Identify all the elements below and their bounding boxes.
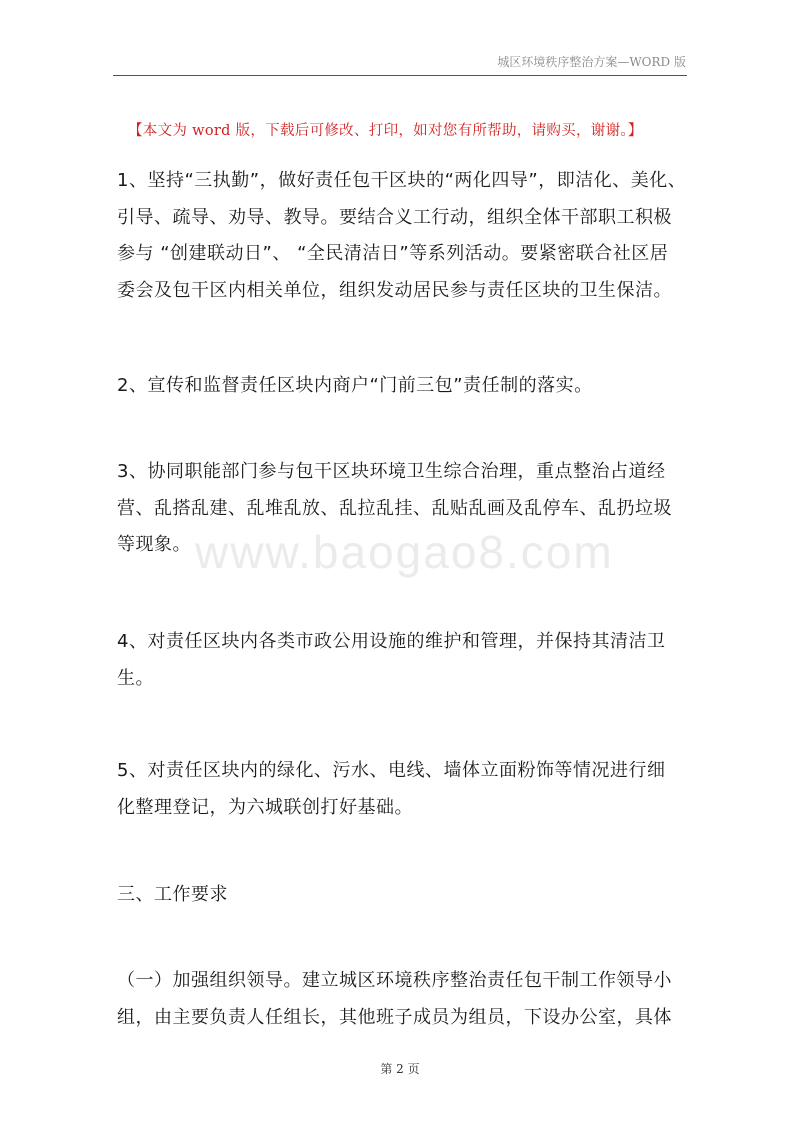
paragraph-item-6 xyxy=(117,963,689,1036)
section-heading xyxy=(117,877,689,914)
text-line: 1、坚持“三执勤”，做好责任包干区块的“两化四导”，即洁化、美化、 xyxy=(117,170,687,191)
text-line: 化整理登记，为六城联创打好基础。 xyxy=(117,796,413,818)
text-line: 组，由主要负责人任组长，其他班子成员为组员，下设办公室，具体 xyxy=(117,1006,672,1028)
paragraph-item-4 xyxy=(117,624,689,697)
paragraph-item-3 xyxy=(117,454,689,564)
paragraph-item-5 xyxy=(117,753,689,826)
text-line: 营、乱搭乱建、乱堆乱放、乱拉乱挂、乱贴乱画及乱停车、乱扔垃圾 xyxy=(117,497,672,519)
text-line: 生。 xyxy=(117,667,154,689)
text-line: 三、工作要求 xyxy=(117,884,228,905)
text-line: 等现象。 xyxy=(117,534,191,555)
text-line: 4、对责任区块内各类市政公用设施的维护和管理，并保持其清洁卫 xyxy=(117,631,666,652)
paragraph-item-2 xyxy=(117,368,689,405)
text-line: 3、协同职能部门参与包干区块环境卫生综合治理，重点整治占道经 xyxy=(117,461,666,482)
running-header: 城区环境秩序整治方案—WORD 版 xyxy=(497,55,686,69)
page-number: 第 2 页 xyxy=(380,1062,420,1076)
text-line: 引导、疏导、劝导、教导。要结合义工行动，组织全体干部职工积极 xyxy=(117,206,672,228)
text-line: （一）加强组织领导。建立城区环境秩序整治责任包干制工作领导小 xyxy=(117,970,672,991)
text-line: 参与 “创建联动日”、 “全民清洁日”等系列活动。要紧密联合社区居 xyxy=(117,243,669,264)
paragraph-item-1 xyxy=(117,163,689,309)
text-line: 5、对责任区块内的绿化、污水、电线、墙体立面粉饰等情况进行细 xyxy=(117,760,666,781)
watermark: www.baogao8.com xyxy=(195,526,614,578)
text-line: 2、宣传和监督责任区块内商户“门前三包”责任制的落实。 xyxy=(117,375,593,396)
header-divider xyxy=(113,75,687,76)
text-line: 委会及包干区内相关单位，组织发动居民参与责任区块的卫生保洁。 xyxy=(117,279,672,301)
purchase-notice: 【本文为 word 版，下载后可修改、打印，如对您有所帮助，请购买，谢谢。】 xyxy=(128,123,643,139)
